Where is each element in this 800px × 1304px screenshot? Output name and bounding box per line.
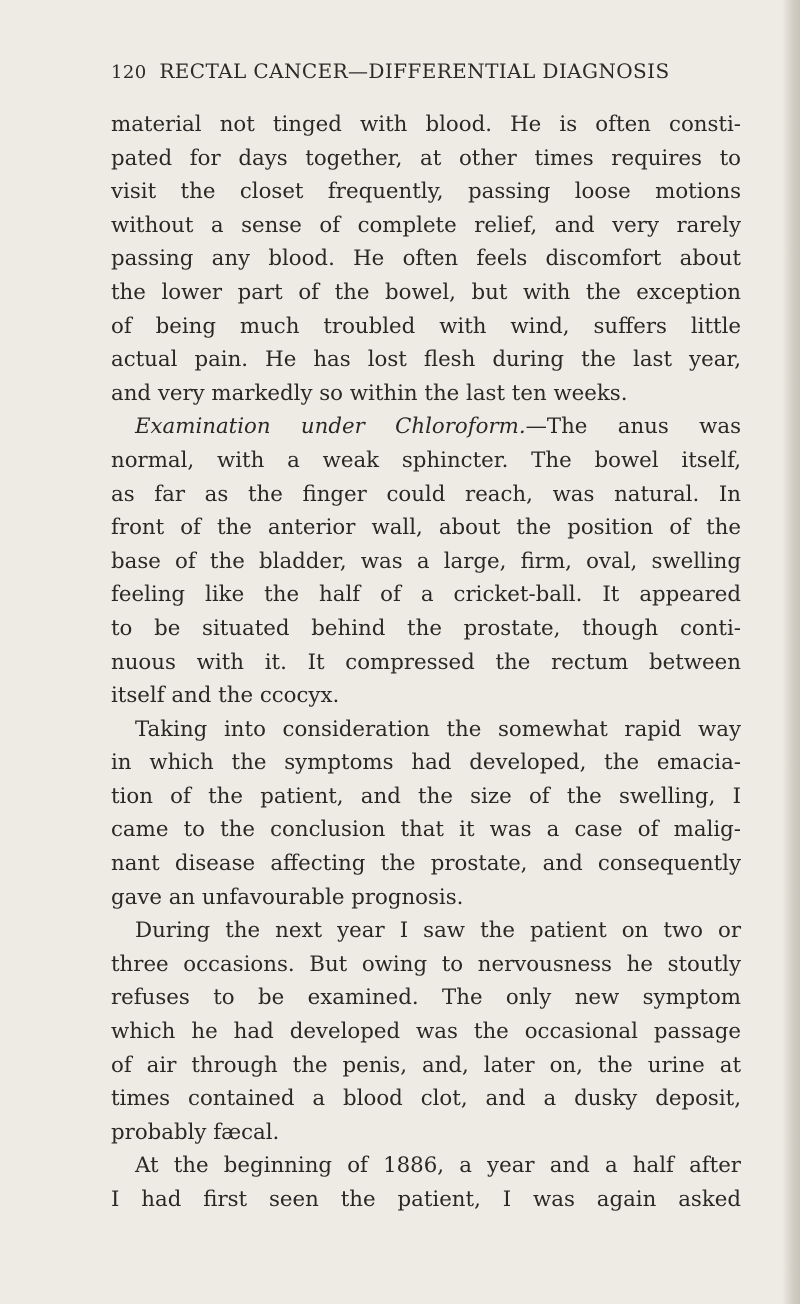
text-line: in which the symptoms had developed, the emacia- [111,750,741,776]
text-line: three occasions. But owing to nervousness he stoutly [111,951,741,977]
exam-heading: Examination under Chloroform. [135,414,526,440]
text-line: pated for days together, at other times requires to [111,145,741,171]
exam-first-line-rest: —The anus was [525,414,741,440]
text-line: During the next year I saw the patient on two or [135,918,741,944]
text-line: front of the anterior wall, about the position of the [111,515,741,541]
text-line: the lower part of the bowel, but with the exception [111,279,741,305]
text-line: which he had developed was the occasional passage [111,1019,741,1045]
text-line: refuses to be examined. The only new symptom [111,985,741,1011]
text-line: tion of the patient, and the size of the swelling, I [111,783,741,809]
text-line: Taking into consideration the somewhat rapid way [135,716,741,742]
text-line: of air through the penis, and, later on, the urine at [111,1052,741,1078]
text-line: feeling like the half of a cricket-ball. It appeared [111,582,741,608]
page-number: 120 [111,62,147,83]
running-header [111,59,751,83]
text-line: visit the closet frequently, passing loose motions [111,179,741,205]
running-title: RECTAL CANCER—DIFFERENTIAL DIAGNOSIS [159,59,670,83]
text-line: times contained a blood clot, and a dusky deposit, [111,1086,741,1112]
text-line: of being much troubled with wind, suffers little [111,313,741,339]
text-line: as far as the finger could reach, was natural. In [111,481,741,507]
exam-first-line [111,410,741,444]
text-line: normal, with a weak sphincter. The bowel itself, [111,447,741,473]
text-line: came to the conclusion that it was a case of malig- [111,817,741,843]
text-line: nant disease affecting the prostate, and consequently [111,851,741,877]
text-line: gave an unfavourable prognosis. [111,884,464,910]
text-line: without a sense of complete relief, and very rarely [111,212,741,238]
body-text [111,108,741,1217]
text-line: nuous with it. It compressed the rectum between [111,649,741,675]
text-line: actual pain. He has lost flesh during the last year, [111,347,741,373]
text-line: itself and the ccocyx. [111,683,340,709]
text-line: and very markedly so within the last ten weeks. [111,380,628,406]
text-line: probably fæcal. [111,1119,280,1145]
text-line: I had first seen the patient, I was again asked [111,1187,741,1212]
text-line: At the beginning of 1886, a year and a half after [135,1153,741,1179]
text-line: passing any blood. He often feels discomfort about [111,246,741,272]
text-line: material not tinged with blood. He is often consti- [111,112,741,137]
page-edge-shadow [782,0,800,1304]
text-line: to be situated behind the prostate, though conti- [111,615,741,641]
text-line: base of the bladder, was a large, firm, oval, swelling [111,548,741,574]
